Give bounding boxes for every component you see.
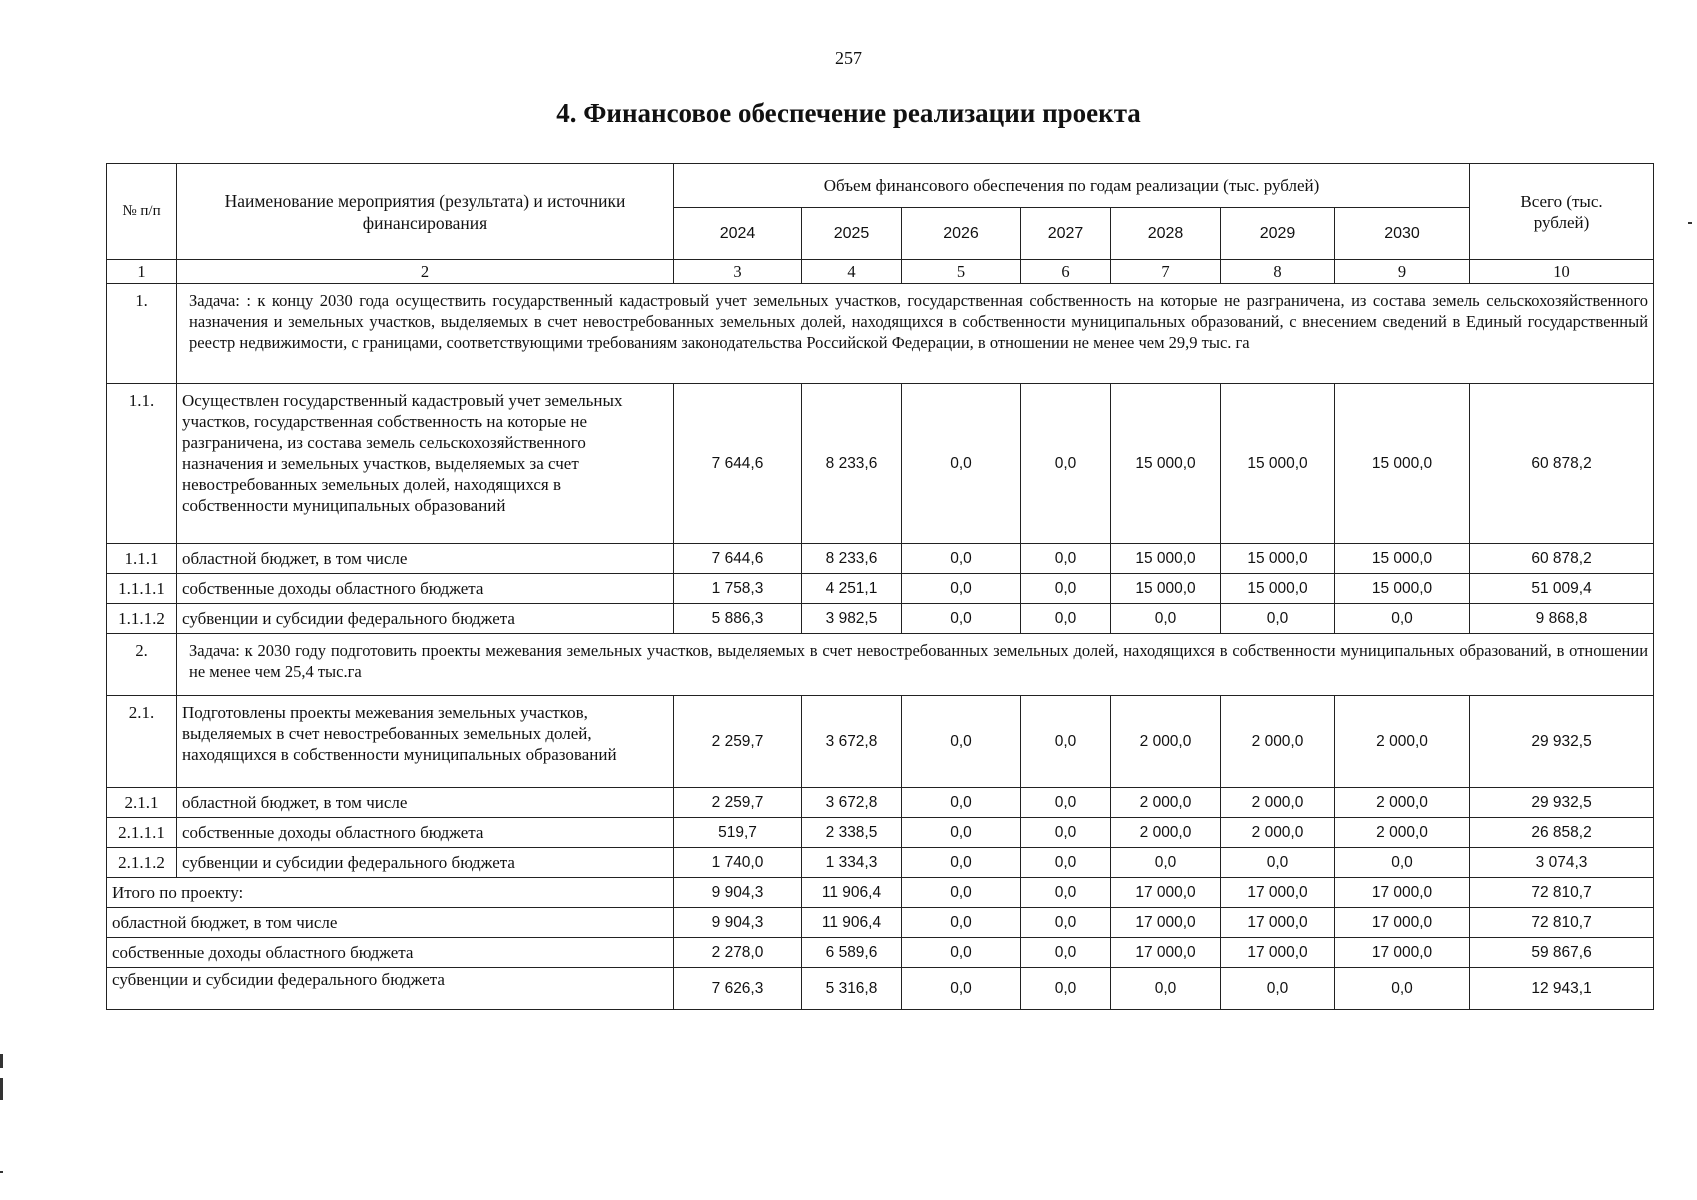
total-value: 17 000,0 xyxy=(1335,908,1470,938)
row-total: 29 932,5 xyxy=(1470,788,1654,818)
total-value: 6 589,6 xyxy=(802,938,902,968)
column-number-row xyxy=(107,260,1654,284)
total-name: областной бюджет, в том числе xyxy=(107,908,674,938)
total-value: 11 906,4 xyxy=(802,878,902,908)
row-value: 0,0 xyxy=(1111,848,1221,878)
year-header: 2024 xyxy=(674,208,802,260)
total-sum: 12 943,1 xyxy=(1470,968,1654,1010)
row-value: 2 000,0 xyxy=(1335,788,1470,818)
row-value: 15 000,0 xyxy=(1335,384,1470,544)
section-title: 4. Финансовое обеспечение реализации проекта xyxy=(556,98,1141,128)
row-value: 3 982,5 xyxy=(802,604,902,634)
row-total: 9 868,8 xyxy=(1470,604,1654,634)
total-value: 0,0 xyxy=(1021,908,1111,938)
year-header: 2029 xyxy=(1221,208,1335,260)
year-header: 2025 xyxy=(802,208,902,260)
task-index: 2. xyxy=(107,634,177,696)
row-value: 0,0 xyxy=(1021,574,1111,604)
total-row xyxy=(107,938,1654,968)
table-row xyxy=(107,544,1654,574)
row-value: 0,0 xyxy=(1021,848,1111,878)
total-sum: 72 810,7 xyxy=(1470,908,1654,938)
row-value: 0,0 xyxy=(902,604,1021,634)
task-row xyxy=(107,634,1654,696)
column-number: 6 xyxy=(1021,260,1111,284)
row-value: 3 672,8 xyxy=(802,788,902,818)
row-value: 2 000,0 xyxy=(1111,696,1221,788)
row-value: 0,0 xyxy=(1111,604,1221,634)
table-row xyxy=(107,574,1654,604)
header-row-top xyxy=(107,164,1654,208)
total-value: 17 000,0 xyxy=(1111,878,1221,908)
col-header-volume: Объем финансового обеспечения по годам реализации (тыс. рублей) xyxy=(674,164,1470,208)
row-value: 15 000,0 xyxy=(1221,544,1335,574)
row-name: Осуществлен государственный кадастровый учет земельных участков, государственная собственность на которые не разграничена, из состава земель сельскохозяйственного назначения и земельных участков, выделяемых за счет невостребованных земельных долей, находящихся в собственности муниципальных образований xyxy=(177,384,674,544)
row-value: 3 672,8 xyxy=(802,696,902,788)
row-index: 2.1.1 xyxy=(107,788,177,818)
row-value: 2 000,0 xyxy=(1335,696,1470,788)
row-value: 8 233,6 xyxy=(802,544,902,574)
total-value: 0,0 xyxy=(902,878,1021,908)
table-row xyxy=(107,384,1654,544)
row-total: 3 074,3 xyxy=(1470,848,1654,878)
total-value: 0,0 xyxy=(1221,968,1335,1010)
table-row xyxy=(107,818,1654,848)
row-value: 1 740,0 xyxy=(674,848,802,878)
total-value: 9 904,3 xyxy=(674,878,802,908)
row-index: 1.1.1.2 xyxy=(107,604,177,634)
column-number: 2 xyxy=(177,260,674,284)
total-value: 17 000,0 xyxy=(1111,938,1221,968)
table-row xyxy=(107,604,1654,634)
table-row xyxy=(107,848,1654,878)
total-value: 0,0 xyxy=(902,938,1021,968)
row-total: 60 878,2 xyxy=(1470,384,1654,544)
col-header-num: № п/п xyxy=(107,164,177,260)
row-value: 0,0 xyxy=(902,818,1021,848)
row-value: 2 259,7 xyxy=(674,696,802,788)
row-total: 29 932,5 xyxy=(1470,696,1654,788)
scan-mark xyxy=(0,1078,3,1100)
row-name: субвенции и субсидии федерального бюджета xyxy=(177,848,674,878)
col-header-total: Всего (тыс. рублей) xyxy=(1470,164,1654,260)
row-total: 51 009,4 xyxy=(1470,574,1654,604)
total-row xyxy=(107,878,1654,908)
total-value: 17 000,0 xyxy=(1221,938,1335,968)
row-value: 0,0 xyxy=(1021,384,1111,544)
row-total: 26 858,2 xyxy=(1470,818,1654,848)
task-row xyxy=(107,284,1654,384)
task-index: 1. xyxy=(107,284,177,384)
total-value: 0,0 xyxy=(1021,968,1111,1010)
row-value: 1 334,3 xyxy=(802,848,902,878)
total-name: собственные доходы областного бюджета xyxy=(107,938,674,968)
row-value: 0,0 xyxy=(902,848,1021,878)
year-header: 2026 xyxy=(902,208,1021,260)
row-value: 15 000,0 xyxy=(1335,544,1470,574)
row-value: 5 886,3 xyxy=(674,604,802,634)
total-value: 17 000,0 xyxy=(1335,878,1470,908)
scan-mark xyxy=(1688,222,1692,224)
row-value: 2 000,0 xyxy=(1111,818,1221,848)
scan-mark xyxy=(0,1171,3,1173)
total-sum: 72 810,7 xyxy=(1470,878,1654,908)
row-value: 2 338,5 xyxy=(802,818,902,848)
row-value: 0,0 xyxy=(1021,696,1111,788)
row-value: 2 000,0 xyxy=(1221,788,1335,818)
row-index: 2.1. xyxy=(107,696,177,788)
row-value: 0,0 xyxy=(902,574,1021,604)
total-value: 0,0 xyxy=(1021,938,1111,968)
total-name: Итого по проекту: xyxy=(107,878,674,908)
total-value: 17 000,0 xyxy=(1221,908,1335,938)
row-index: 2.1.1.2 xyxy=(107,848,177,878)
total-value: 0,0 xyxy=(1021,878,1111,908)
column-number: 5 xyxy=(902,260,1021,284)
row-value: 0,0 xyxy=(902,696,1021,788)
column-number: 9 xyxy=(1335,260,1470,284)
total-value: 17 000,0 xyxy=(1111,908,1221,938)
year-header: 2028 xyxy=(1111,208,1221,260)
row-value: 0,0 xyxy=(1335,848,1470,878)
financing-table xyxy=(106,163,1654,1010)
row-value: 7 644,6 xyxy=(674,384,802,544)
row-value: 15 000,0 xyxy=(1335,574,1470,604)
row-value: 15 000,0 xyxy=(1111,384,1221,544)
row-value: 15 000,0 xyxy=(1221,574,1335,604)
task-text: Задача: к 2030 году подготовить проекты межевания земельных участков, выделяемых в счет невостребованных земельных долей, находящихся в собственности муниципальных образований, в отношении не менее чем 25,4 тыс.га xyxy=(177,634,1654,696)
total-value: 2 278,0 xyxy=(674,938,802,968)
row-value: 0,0 xyxy=(1335,604,1470,634)
row-index: 1.1. xyxy=(107,384,177,544)
row-value: 2 000,0 xyxy=(1111,788,1221,818)
row-value: 7 644,6 xyxy=(674,544,802,574)
row-value: 0,0 xyxy=(1021,544,1111,574)
total-name: субвенции и субсидии федерального бюджета xyxy=(107,968,674,1010)
total-value: 0,0 xyxy=(1335,968,1470,1010)
row-total: 60 878,2 xyxy=(1470,544,1654,574)
table-row xyxy=(107,788,1654,818)
total-value: 17 000,0 xyxy=(1221,878,1335,908)
row-index: 1.1.1 xyxy=(107,544,177,574)
row-name: областной бюджет, в том числе xyxy=(177,544,674,574)
row-value: 15 000,0 xyxy=(1221,384,1335,544)
column-number: 7 xyxy=(1111,260,1221,284)
row-value: 2 259,7 xyxy=(674,788,802,818)
total-value: 17 000,0 xyxy=(1335,938,1470,968)
row-value: 0,0 xyxy=(1021,604,1111,634)
column-number: 8 xyxy=(1221,260,1335,284)
row-index: 1.1.1.1 xyxy=(107,574,177,604)
row-value: 2 000,0 xyxy=(1335,818,1470,848)
page-number: 257 xyxy=(835,48,862,68)
row-name: областной бюджет, в том числе xyxy=(177,788,674,818)
row-value: 0,0 xyxy=(902,788,1021,818)
row-value: 0,0 xyxy=(1221,848,1335,878)
scan-mark xyxy=(0,1054,3,1068)
year-header: 2030 xyxy=(1335,208,1470,260)
row-name: Подготовлены проекты межевания земельных участков, выделяемых в счет невостребованных земельных долей, находящихся в собственности муниципальных образований xyxy=(177,696,674,788)
row-value: 0,0 xyxy=(1021,788,1111,818)
row-name: собственные доходы областного бюджета xyxy=(177,574,674,604)
total-value: 5 316,8 xyxy=(802,968,902,1010)
table-row xyxy=(107,696,1654,788)
total-value: 9 904,3 xyxy=(674,908,802,938)
row-value: 15 000,0 xyxy=(1111,574,1221,604)
row-value: 1 758,3 xyxy=(674,574,802,604)
total-value: 11 906,4 xyxy=(802,908,902,938)
row-value: 519,7 xyxy=(674,818,802,848)
row-value: 0,0 xyxy=(902,384,1021,544)
row-value: 15 000,0 xyxy=(1111,544,1221,574)
column-number: 4 xyxy=(802,260,902,284)
total-value: 0,0 xyxy=(902,908,1021,938)
col-header-name: Наименование мероприятия (результата) и источники финансирования xyxy=(177,164,674,260)
row-value: 2 000,0 xyxy=(1221,696,1335,788)
task-text: Задача: : к концу 2030 года осуществить государственный кадастровый учет земельных участков, государственная собственность на которые не разграничена, из состава земель сельскохозяйственного назначения и земельных участков, выделяемых в счет невостребованных земельных долей, находящихся в собственности муниципальных образований, с внесением сведений в Единый государственный реестр недвижимости, с границами, соответствующими требованиям законодательства Российской Федерации, в отношении не менее чем 29,9 тыс. га xyxy=(177,284,1654,384)
column-number: 10 xyxy=(1470,260,1654,284)
total-row xyxy=(107,968,1654,1010)
total-row xyxy=(107,908,1654,938)
total-value: 0,0 xyxy=(902,968,1021,1010)
row-index: 2.1.1.1 xyxy=(107,818,177,848)
total-sum: 59 867,6 xyxy=(1470,938,1654,968)
row-name: собственные доходы областного бюджета xyxy=(177,818,674,848)
row-value: 0,0 xyxy=(1221,604,1335,634)
row-value: 0,0 xyxy=(1021,818,1111,848)
row-value: 0,0 xyxy=(902,544,1021,574)
row-value: 4 251,1 xyxy=(802,574,902,604)
total-value: 7 626,3 xyxy=(674,968,802,1010)
row-value: 8 233,6 xyxy=(802,384,902,544)
column-number: 3 xyxy=(674,260,802,284)
column-number: 1 xyxy=(107,260,177,284)
year-header: 2027 xyxy=(1021,208,1111,260)
row-value: 2 000,0 xyxy=(1221,818,1335,848)
row-name: субвенции и субсидии федерального бюджета xyxy=(177,604,674,634)
total-value: 0,0 xyxy=(1111,968,1221,1010)
